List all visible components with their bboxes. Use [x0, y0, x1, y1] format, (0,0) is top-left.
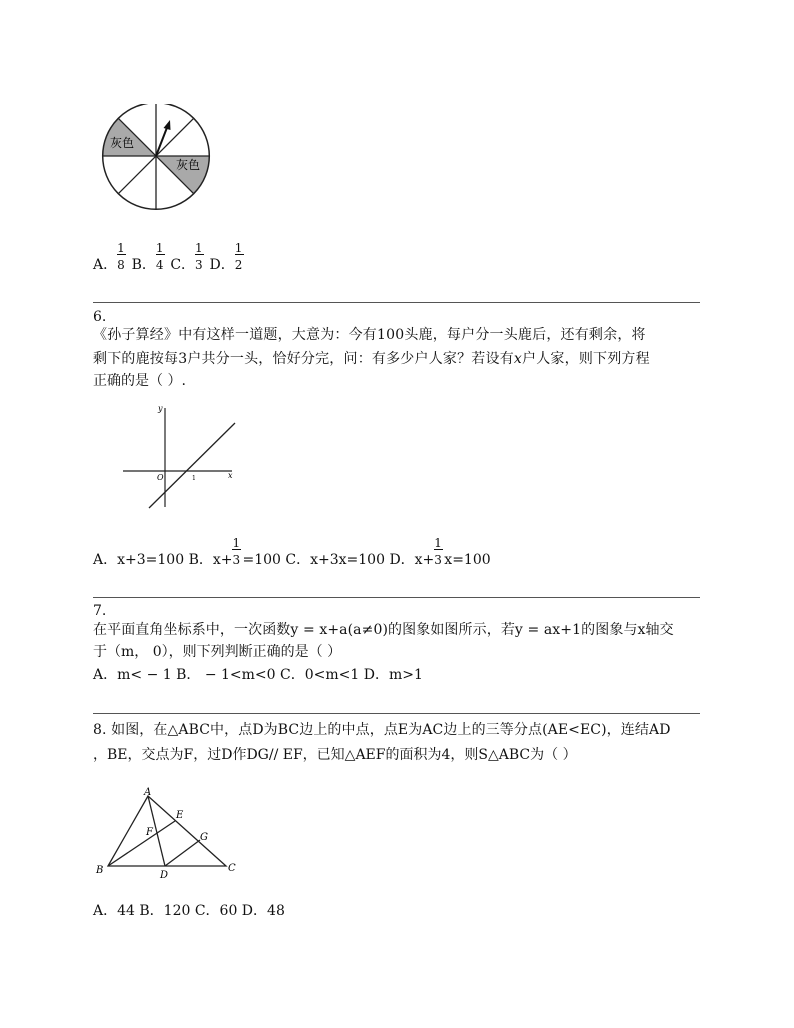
svg-text:G: G	[200, 832, 208, 843]
q7-text-line2: 于（m， 0），则下列判断正确的是（ ）	[93, 644, 342, 660]
triangle-figure	[94, 784, 242, 880]
svg-text:y: y	[158, 404, 163, 413]
svg-text:O: O	[157, 473, 164, 482]
q5-options: A． $\frac{1}{8}$ B． $\frac{1}{4}$ C． $\frac{1}{3}$ D． $\frac{1}{2}$	[93, 241, 243, 273]
q7-options: A．m< − 1 B． − 1<m<0 C．0<m<1 D．m>1	[93, 667, 423, 683]
gray-label-right: 灰色	[176, 158, 201, 172]
q6-options: A．x+3=100 B．x+ $\frac{1}{3}$ =100 C．x+3x=100 D．x+ $\frac{1}{3}$ x=100	[93, 536, 491, 568]
function-line	[149, 423, 235, 508]
spinner-arrow	[156, 125, 168, 156]
q7-number: 7.	[93, 603, 107, 619]
divider	[93, 302, 700, 303]
spinner-figure	[96, 104, 220, 216]
gray-label-left: 灰色	[110, 136, 135, 150]
svg-text:C: C	[228, 863, 236, 874]
q8-text-line2: ，BE，交点为F，过D作DG// EF，已知△AEF的面积为4，则S△ABC为（ ）	[93, 747, 577, 763]
svg-text:E: E	[176, 810, 184, 821]
divider	[93, 597, 700, 598]
divider	[93, 713, 700, 714]
q6-graph	[118, 402, 240, 510]
svg-text:B: B	[96, 865, 104, 876]
svg-text:1: 1	[192, 475, 196, 482]
q6-text-line1: 《孙子算经》中有这样一道题，大意为：今有100头鹿，每户分一头鹿后，还有剩余，将	[93, 327, 646, 343]
q8-options: A．44 B．120 C．60 D．48	[93, 903, 285, 919]
q8-text-line1: 8. 如图，在△ABC中，点D为BC边上的中点，点E为AC边上的三等分点(AE<EC)，连结AD	[93, 722, 671, 738]
svg-text:x: x	[228, 471, 233, 480]
svg-text:D: D	[160, 870, 169, 880]
svg-text:A: A	[144, 787, 152, 798]
svg-text:F: F	[146, 827, 153, 838]
q6-text-line2: 剩下的鹿按每3户共分一头，恰好分完，问：有多少户人家？若设有x户人家，则下列方程	[93, 351, 650, 367]
q6-number: 6.	[93, 309, 107, 325]
q6-text-line3: 正确的是（ ）.	[93, 373, 186, 389]
q7-text-line1: 在平面直角坐标系中，一次函数y = x+a(a≠0)的图象如图所示，若y = ax+1的图象与x轴交	[93, 622, 674, 638]
